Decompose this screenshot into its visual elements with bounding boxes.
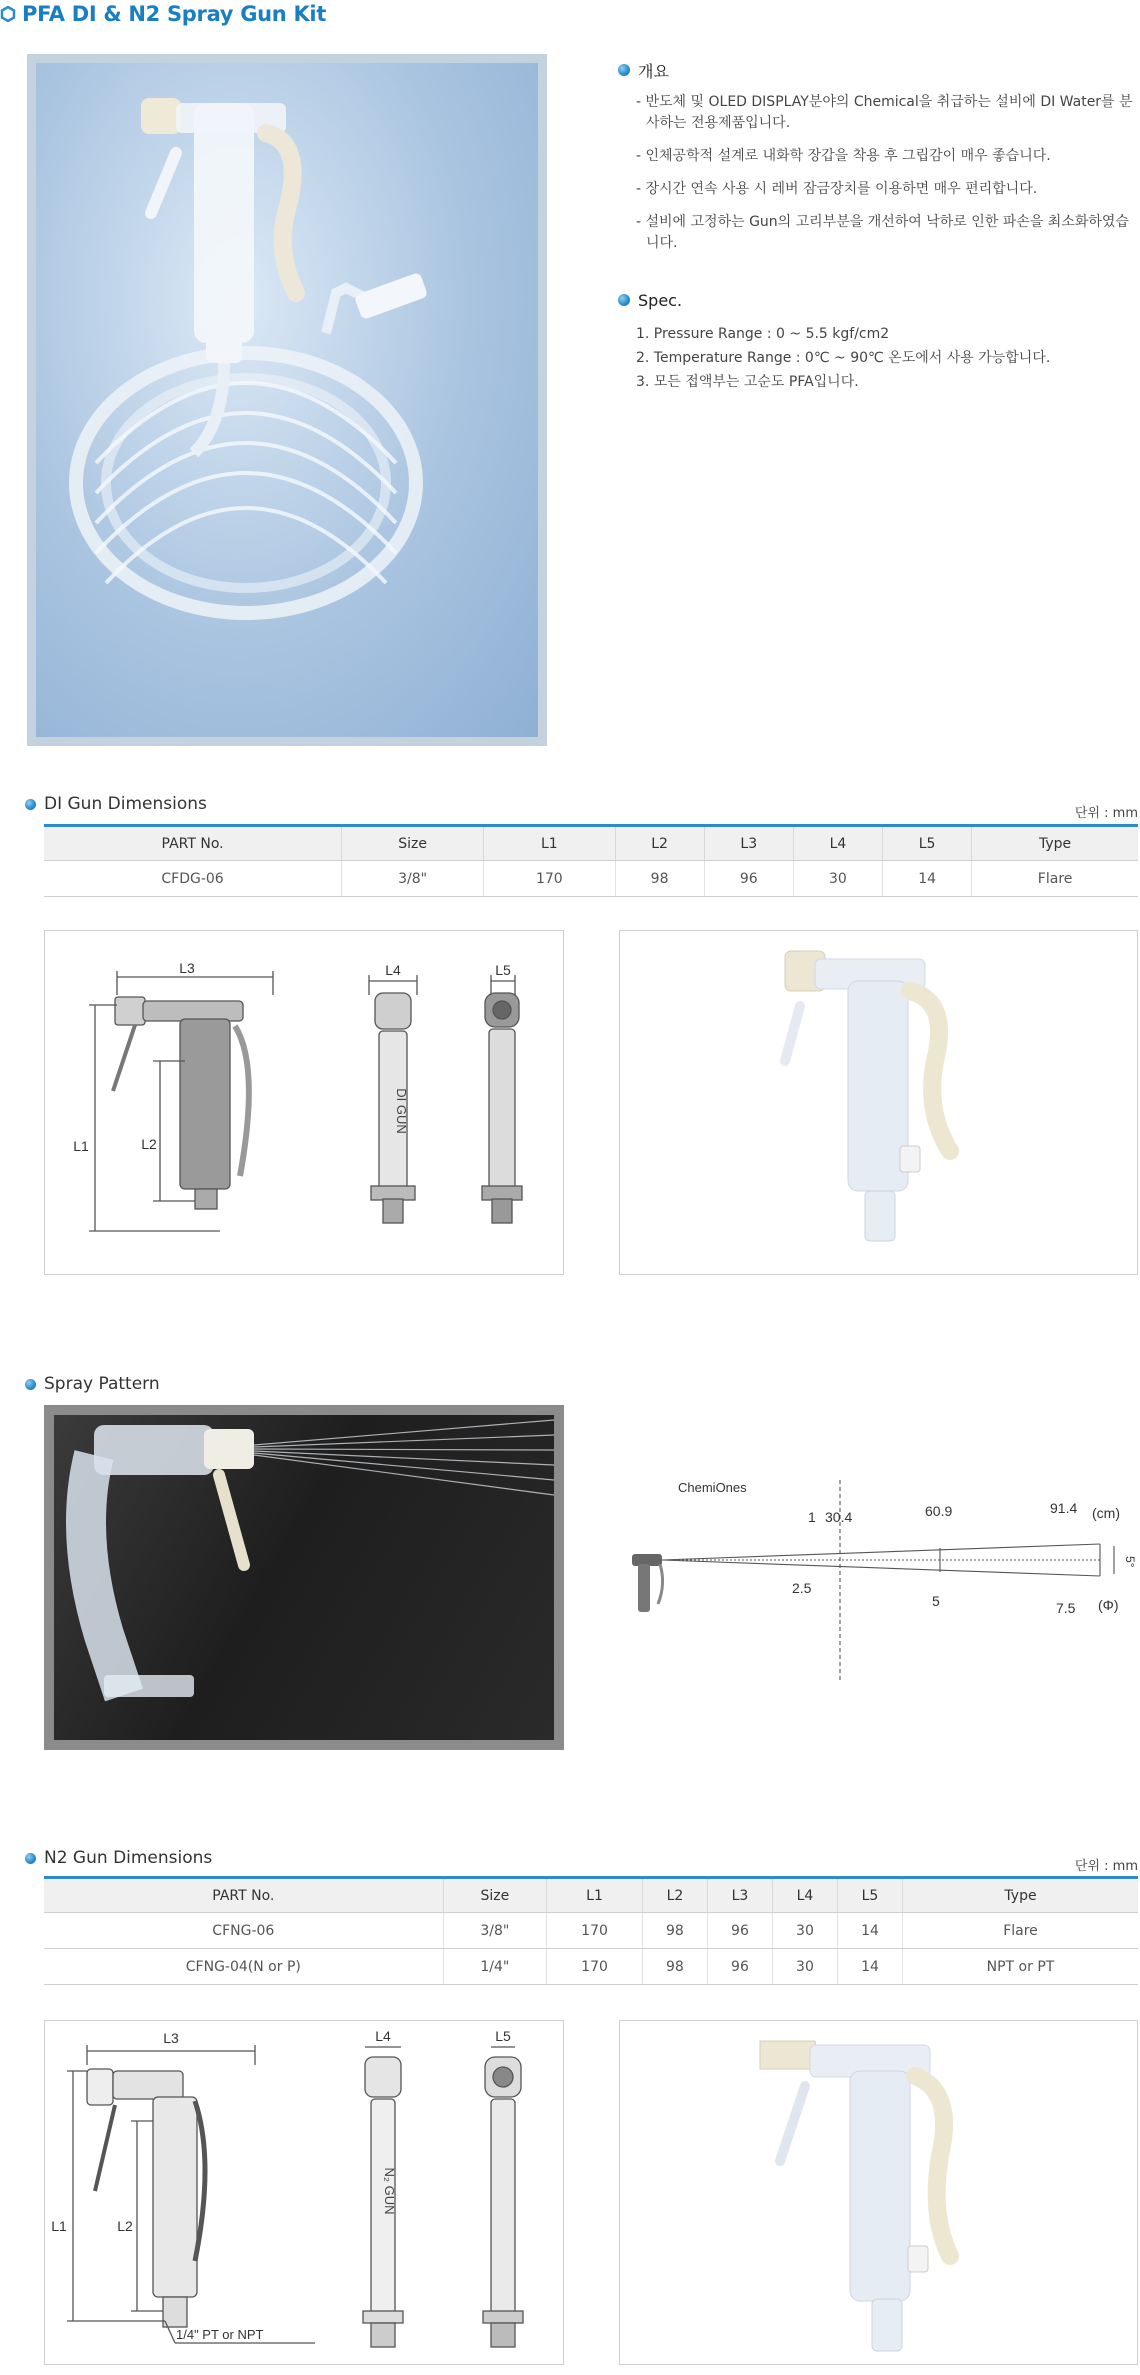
column-header: L5	[837, 1878, 902, 1913]
column-header: Size	[342, 826, 484, 861]
product-description	[618, 58, 1138, 394]
list-item: - 인체공학적 설계로 내화학 장갑을 착용 후 그립감이 매우 좋습니다.	[636, 148, 1051, 164]
bullet-icon	[618, 294, 630, 306]
table-cell: 30	[772, 1913, 837, 1949]
list-item: - 반도체 및 OLED DISPLAY분야의 Chemical을 취급하는 설비에 DI Water를 분사하는 전용제품입니다.	[636, 94, 1133, 131]
n2-technical-drawing	[44, 2020, 564, 2365]
spec-heading: Spec.	[618, 288, 1138, 312]
table-cell: 1/4"	[443, 1949, 547, 1985]
dim-label-l3: L3	[163, 2030, 179, 2046]
table-cell: NPT or PT	[902, 1949, 1138, 1985]
column-header: L5	[883, 826, 972, 861]
table-header-row	[44, 826, 1138, 861]
spray-pattern-diagram	[620, 1460, 1140, 1690]
diameter-label: 5	[932, 1593, 940, 1609]
table-row	[44, 1949, 1138, 1985]
distance-label: 91.4	[1050, 1500, 1078, 1516]
n2-product-image	[619, 2020, 1138, 2365]
list-item: 2. Temperature Range : 0℃ ~ 90℃ 온도에서 사용 가능합니다.	[636, 350, 1051, 366]
angle-label: 5°	[1123, 1556, 1137, 1568]
thread-note: 1/4" PT or NPT	[176, 2327, 264, 2342]
list-item: - 설비에 고정하는 Gun의 고리부분을 개선하여 낙하로 인한 파손을 최소화하였습니다.	[636, 214, 1129, 251]
di-product-image	[619, 930, 1138, 1275]
di-technical-drawing	[44, 930, 564, 1275]
bullet-icon	[25, 1853, 36, 1864]
di-dimension-table	[44, 824, 1138, 897]
dim-label-l2: L2	[117, 2218, 133, 2234]
table-cell: 98	[642, 1949, 707, 1985]
table-cell: 30	[793, 861, 882, 897]
column-header: Type	[972, 826, 1138, 861]
product-photo	[27, 54, 547, 746]
column-header: Size	[443, 1878, 547, 1913]
distance-unit: (cm)	[1092, 1505, 1120, 1521]
hexagon-icon	[0, 6, 16, 22]
spray-pattern-heading: Spray Pattern	[25, 1372, 160, 1396]
table-cell: 30	[772, 1949, 837, 1985]
column-header: PART No.	[44, 1878, 443, 1913]
table-row	[44, 861, 1138, 897]
distance-label: 1	[808, 1509, 816, 1525]
dim-label-l4: L4	[375, 2028, 391, 2044]
column-header: L1	[484, 826, 615, 861]
gun-body-label: DI GUN	[394, 1088, 409, 1134]
overview-heading: 개요	[618, 58, 1138, 82]
spray-photo	[44, 1405, 564, 1750]
distance-label: 30.4	[825, 1509, 853, 1525]
list-item: 3. 모든 접액부는 고순도 PFA입니다.	[636, 374, 859, 390]
table-cell: 96	[704, 861, 793, 897]
n2-unit-label: 단위 : mm	[1074, 1859, 1138, 1874]
dim-label-l3: L3	[179, 960, 195, 976]
brand-label: ChemiOnes	[678, 1480, 747, 1495]
table-cell: CFDG-06	[44, 861, 342, 897]
table-cell: 3/8"	[443, 1913, 547, 1949]
table-cell: CFNG-04(N or P)	[44, 1949, 443, 1985]
table-cell: Flare	[902, 1913, 1138, 1949]
table-cell: Flare	[972, 861, 1138, 897]
dim-label-l5: L5	[495, 962, 511, 978]
table-cell: 170	[547, 1913, 643, 1949]
table-cell: 14	[837, 1913, 902, 1949]
bullet-icon	[618, 64, 630, 76]
di-dimensions-heading: DI Gun Dimensions	[25, 792, 207, 816]
gun-body-label: N₂ GUN	[382, 2167, 397, 2215]
table-cell: 170	[484, 861, 615, 897]
di-unit-label: 단위 : mm	[1074, 806, 1138, 821]
n2-dimension-table	[44, 1876, 1138, 1985]
page-title: PFA DI & N2 Spray Gun Kit	[22, 2, 327, 26]
n2-dimensions-heading: N2 Gun Dimensions	[25, 1846, 212, 1870]
dim-label-l1: L1	[73, 1138, 89, 1154]
column-header: Type	[902, 1878, 1138, 1913]
table-cell: 96	[707, 1913, 772, 1949]
table-cell: 170	[547, 1949, 643, 1985]
dim-label-l2: L2	[141, 1136, 157, 1152]
column-header: L4	[793, 826, 882, 861]
table-cell: 98	[642, 1913, 707, 1949]
table-header-row	[44, 1878, 1138, 1913]
column-header: PART No.	[44, 826, 342, 861]
column-header: L3	[707, 1878, 772, 1913]
column-header: L3	[704, 826, 793, 861]
table-row	[44, 1913, 1138, 1949]
distance-label: 60.9	[925, 1503, 953, 1519]
list-item: 1. Pressure Range : 0 ~ 5.5 kgf/cm2	[636, 326, 890, 342]
table-cell: 98	[615, 861, 704, 897]
column-header: L1	[547, 1878, 643, 1913]
column-header: L2	[615, 826, 704, 861]
diameter-unit: (Φ)	[1098, 1597, 1119, 1613]
page-title-bar	[0, 0, 326, 28]
table-cell: 14	[837, 1949, 902, 1985]
table-cell: 96	[707, 1949, 772, 1985]
table-cell: 3/8"	[342, 861, 484, 897]
dim-label-l1: L1	[51, 2218, 67, 2234]
overview-list	[636, 92, 1138, 254]
bullet-icon	[25, 799, 36, 810]
dim-label-l5: L5	[495, 2028, 511, 2044]
table-cell: 14	[883, 861, 972, 897]
table-cell: CFNG-06	[44, 1913, 443, 1949]
column-header: L2	[642, 1878, 707, 1913]
spec-list	[636, 322, 1138, 394]
bullet-icon	[25, 1379, 36, 1390]
list-item: - 장시간 연속 사용 시 레버 잠금장치를 이용하면 매우 편리합니다.	[636, 181, 1038, 197]
column-header: L4	[772, 1878, 837, 1913]
diameter-label: 2.5	[792, 1580, 812, 1596]
dim-label-l4: L4	[385, 962, 401, 978]
diameter-label: 7.5	[1056, 1600, 1076, 1616]
